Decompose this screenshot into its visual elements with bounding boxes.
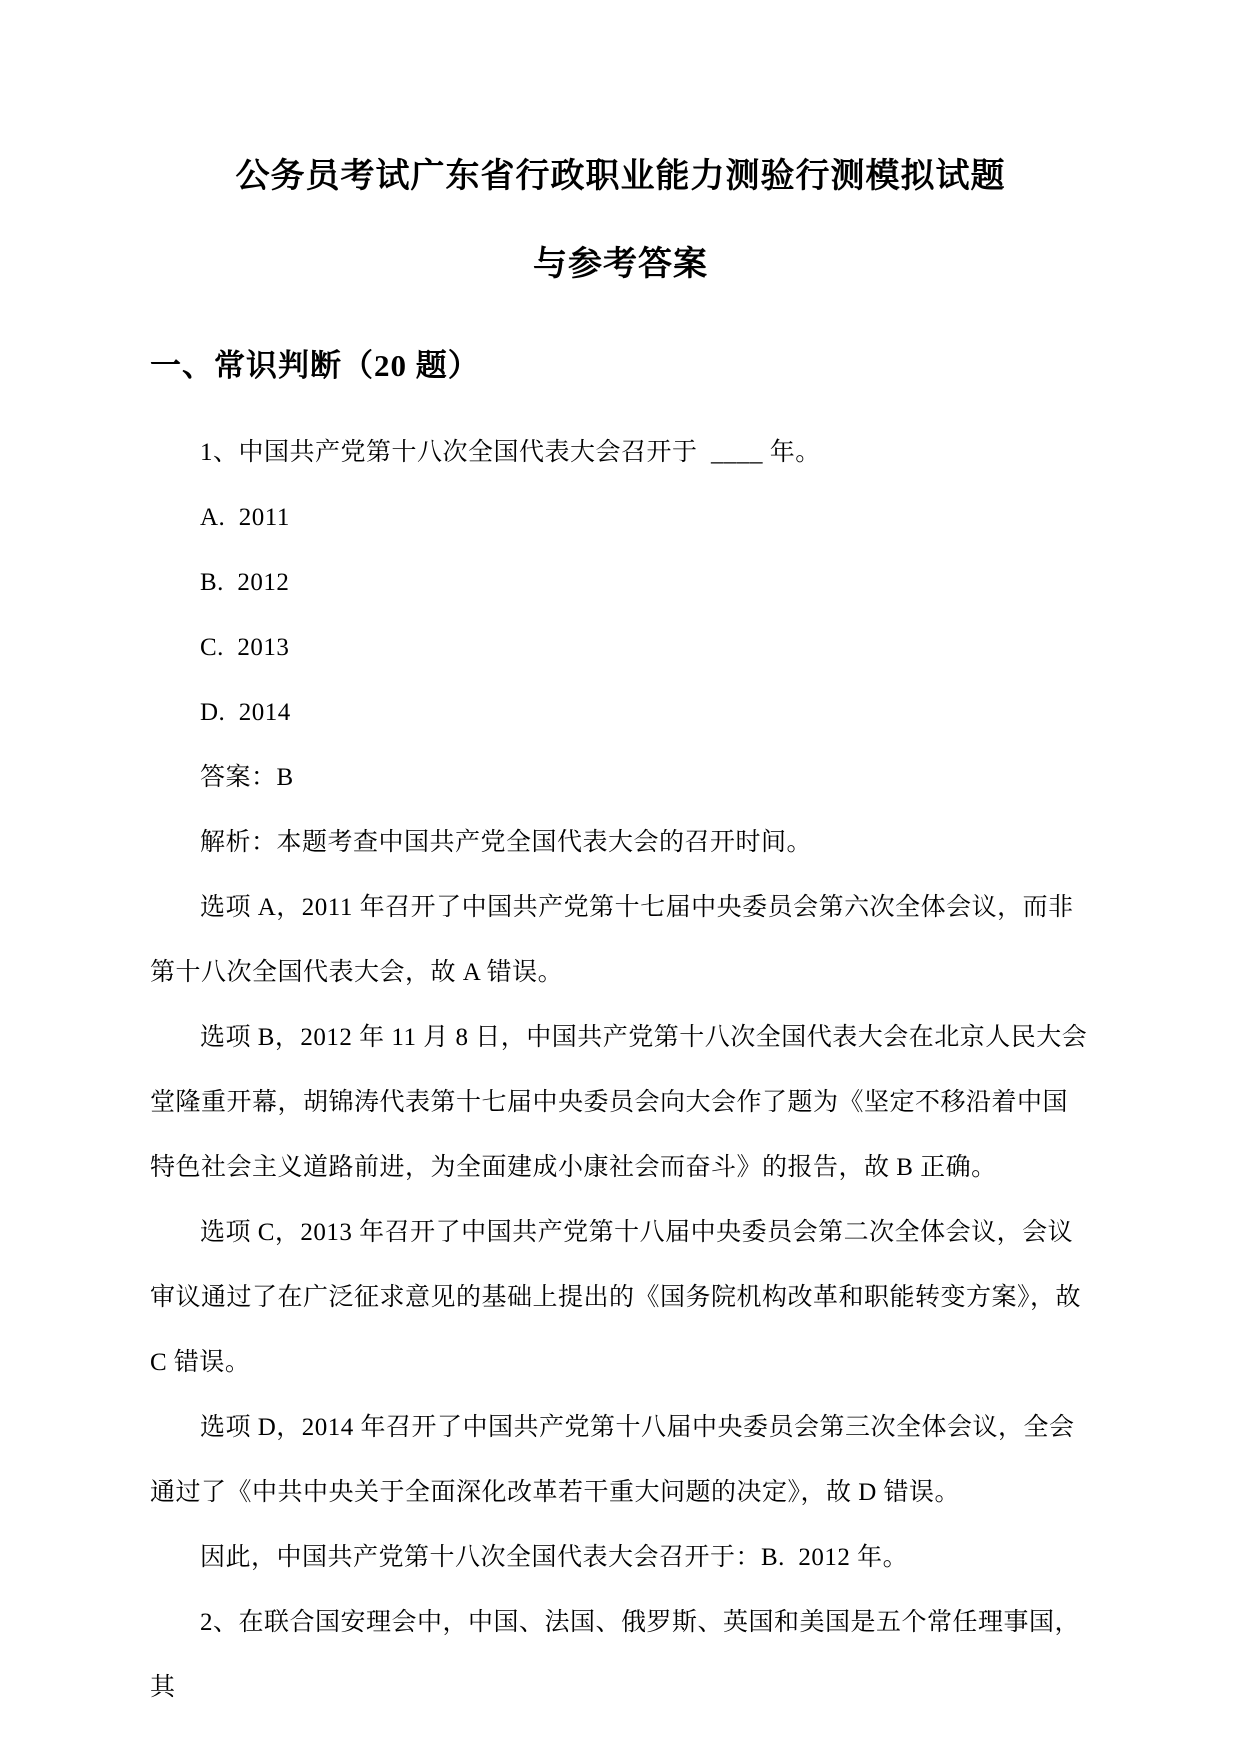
question-1-explanation-option-a: 选项 A，2011 年召开了中国共产党第十七届中央委员会第六次全体会议，而非第十八次全国代表大会，故 A 错误。 <box>150 894 1074 986</box>
question-1-option-b: B. 2012 <box>200 569 290 596</box>
question-1-option-a: A. 2011 <box>200 504 290 531</box>
question-1-option-d: D. 2014 <box>200 699 291 726</box>
question-1-block <box>150 420 1091 1720</box>
question-1-explanation-option-b: 选项 B，2012 年 11 月 8 日，中国共产党第十八次全国代表大会在北京人民大会堂隆重开幕，胡锦涛代表第十七届中央委员会向大会作了题为《坚定不移沿着中国特色社会主义道路前进，为全面建成小康社会而奋斗》的报告，故 B 正确。 <box>150 1024 1088 1181</box>
question-2-stem: 2、在联合国安理会中，中国、法国、俄罗斯、英国和美国是五个常任理事国，其 <box>150 1609 1081 1701</box>
question-1-explanation-option-d: 选项 D，2014 年召开了中国共产党第十八届中央委员会第三次全体会议，全会通过了《中共中央关于全面深化改革若干重大问题的决定》，故 D 错误。 <box>150 1414 1075 1506</box>
question-1-analysis: 解析：本题考查中国共产党全国代表大会的召开时间。 <box>200 829 813 856</box>
question-1-conclusion: 因此，中国共产党第十八次全国代表大会召开于：B. 2012 年。 <box>200 1544 909 1571</box>
document-title-line2: 与参考答案 <box>533 246 708 283</box>
question-1-stem: 1、中国共产党第十八次全国代表大会召开于 ____ 年。 <box>200 439 821 466</box>
document-content <box>150 158 1091 1720</box>
question-1-explanation-option-c: 选项 C，2013 年召开了中国共产党第十八届中央委员会第二次全体会议，会议审议通过了在广泛征求意见的基础上提出的《国务院机构改革和职能转变方案》，故 C 错误。 <box>150 1219 1088 1376</box>
document-title-line1: 公务员考试广东省行政职业能力测验行测模拟试题 <box>235 158 1006 195</box>
question-1-answer: 答案：B <box>200 764 294 791</box>
question-1-option-c: C. 2013 <box>200 634 290 661</box>
section-heading-common-knowledge: 一、常识判断（20 题） <box>150 348 480 383</box>
